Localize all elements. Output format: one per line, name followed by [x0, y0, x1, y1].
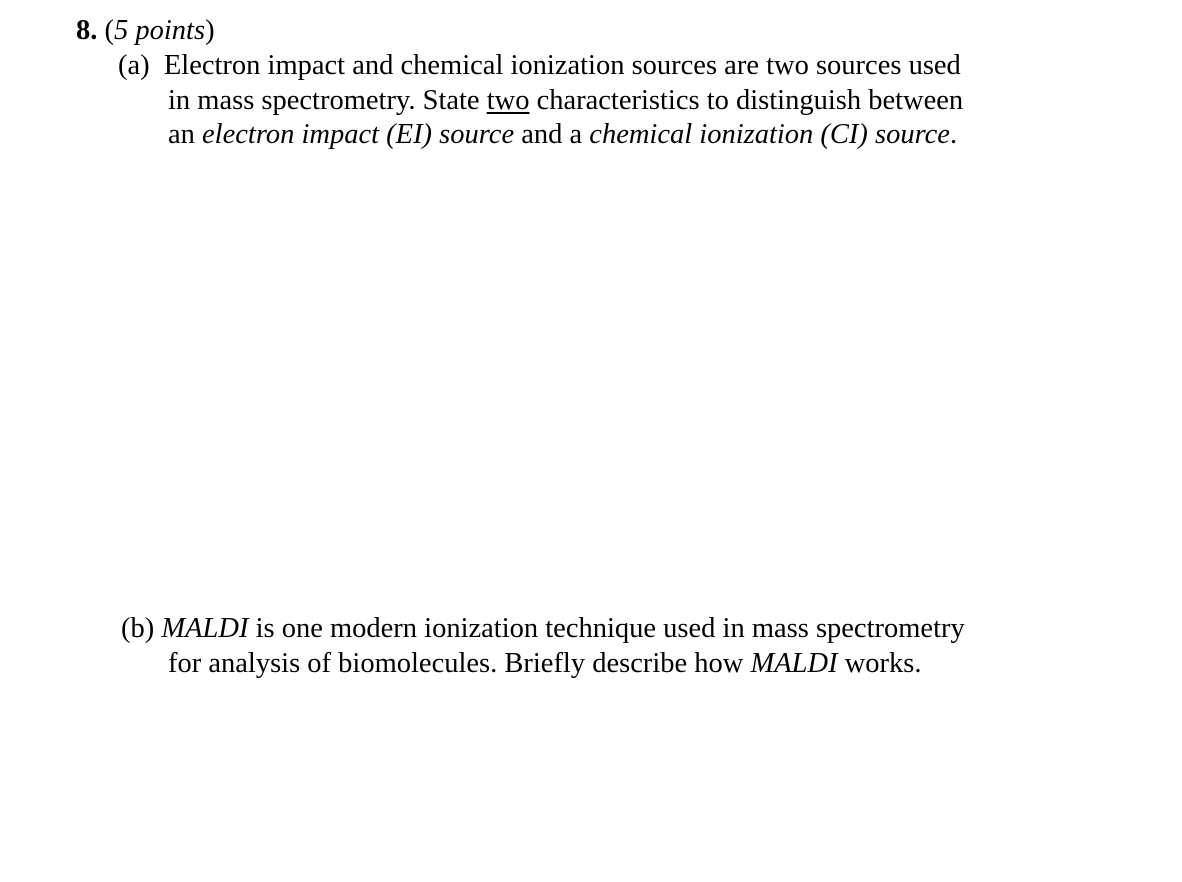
part-a-label: (a): [118, 50, 150, 81]
part-a-emphasis-two: two: [486, 85, 530, 116]
part-a-text-1: Electron impact and chemical ionization sources are two sources used: [163, 50, 961, 81]
points-close-paren: ): [205, 15, 215, 46]
part-a-text-2a: in mass spectrometry. State: [168, 85, 487, 116]
points-open-paren: (: [104, 15, 114, 46]
question-header: [76, 17, 215, 46]
part-b-text-2a: for analysis of biomolecules. Briefly describe how: [168, 648, 751, 679]
part-a-text-3a: an: [168, 119, 203, 150]
part-a-line-3: [168, 121, 957, 150]
part-a-answer-space[interactable]: [168, 162, 1068, 592]
part-a-line-2: [168, 87, 963, 116]
part-a-text-3c: .: [949, 119, 958, 150]
part-a-text-2b: characteristics to distinguish between: [529, 85, 964, 116]
part-b-text-1: is one modern ionization technique used in mass spectrometry: [248, 613, 965, 644]
part-a-term-ci: chemical ionization (CI) source: [589, 119, 950, 150]
part-b-term-maldi-2: MALDI: [750, 648, 838, 679]
part-b-line-2: [168, 650, 922, 679]
part-a-term-ei: electron impact (EI) source: [202, 119, 515, 150]
part-a-text-3b: and a: [514, 119, 590, 150]
part-b-term-maldi-1: MALDI: [161, 613, 249, 644]
part-b-text-2b: works.: [837, 648, 922, 679]
part-a-line-1: [118, 52, 961, 81]
part-b-answer-space[interactable]: [168, 695, 1068, 865]
points-value: 5 points: [114, 15, 206, 46]
part-b-label: (b): [121, 613, 155, 644]
part-b-line-1: [121, 615, 965, 644]
question-number: 8.: [76, 15, 98, 46]
